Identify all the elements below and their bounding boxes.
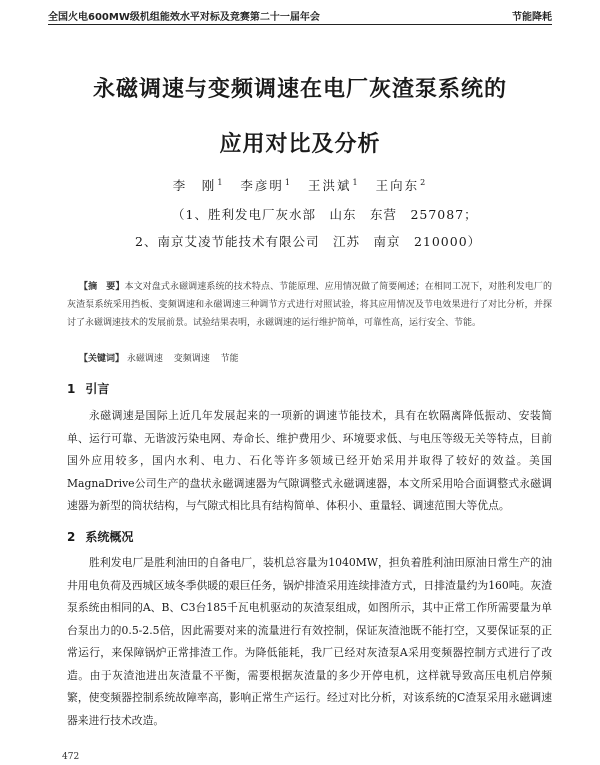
abstract xyxy=(67,278,552,332)
affiliation-1: （1、胜利发电厂灰水部 山东 东营 257087； xyxy=(172,207,478,222)
author: 王向东$^2$ xyxy=(375,177,428,193)
keywords xyxy=(79,351,247,364)
section-number: 2 xyxy=(67,530,76,544)
keywords-label: 【关键词】 xyxy=(79,354,125,364)
system-overview-paragraph: 胜利发电厂是胜利油田的自备电厂，装机总容量为1040MW，担负着胜利油田原油日常生产的油井用电负荷及西城区域冬季供暖的艰巨任务，锅炉排渣采用连续排渣方式，日排渣量约为160吨。灰渣泵系统由相同的A、B、C3台185千瓦电机驱动的灰渣泵组成，如图所示，其中正常工作所需要量为单台泵出力的0.5-2.5倍，因此需要对来的流量进行有效控制，保证灰渣池既不能打空，又要保证泵的正常运行，来保障锅炉正常排渣工作。为降低能耗，我厂已经对灰渣泵A采用变频器控制方式进行了改造。由于灰渣池进出灰渣量不平衡，需要根据灰渣量的多少开停电机，这样就导致高压电机启停频繁，使变频器控制系统故障率高，影响正常生产运行。经过对比分析，对该系统的C渣泵采用永磁调速器来进行技术改造。 xyxy=(67,556,552,727)
section-heading-system-overview xyxy=(67,528,133,545)
header-section-name: 节能降耗 xyxy=(512,12,552,23)
keyword: 变频调速 xyxy=(173,354,210,364)
header-divider xyxy=(48,24,552,25)
section-title: 系统概况 xyxy=(85,530,134,544)
abstract-text: 本文对盘式永磁调速系统的技术特点、节能原理、应用情况做了简要阐述；在相同工况下，对胜利发电厂的灰渣泵系统采用挡板、变频调速和永磁调速三种调节方式进行对照试验，将其应用情况及节电效果进行了对比分析，并探讨了永磁调速技术的发展前景。试验结果表明，永磁调速的运行维护简单，可靠性高，运行安全、节能。 xyxy=(67,282,552,328)
affiliation-2: 2、南京艾凌节能技术有限公司 江苏 南京 210000） xyxy=(135,234,482,249)
paper-title-line-1: 永磁调速与变频调速在电厂灰渣泵系统的 xyxy=(92,77,507,102)
section-title: 引言 xyxy=(85,382,110,396)
author: 王洪斌$^1$ xyxy=(307,177,360,193)
author-list xyxy=(48,176,552,194)
keyword: 节能 xyxy=(220,354,239,364)
author: 李彦明$^1$ xyxy=(240,177,292,193)
keyword: 永磁调速 xyxy=(126,354,163,364)
page-number: 472 xyxy=(62,752,80,762)
paper-title-line-2: 应用对比及分析 xyxy=(219,132,381,157)
introduction-paragraph: 永磁调速是国际上近几年发展起来的一项新的调速节能技术，具有在软隔离降低振动、安装简单、运行可靠、无谐波污染电网、寿命长、维护费用少、环境要求低、与电压等级无关等特点，目前国外应用较多，国内水利、电力、石化等许多领域已经开始采用并取得了较好的效益。美国MagnaDrive公司生产的盘状永磁调速器为气隙调整式永磁调速器，本文所采用哈合面调整式永磁调速器为新型的筒状结构，与气隙式相比具有结构简单、体积小、重量轻、调速范围大等优点。 xyxy=(67,409,552,512)
section-number: 1 xyxy=(67,382,76,396)
header-conference-name: 全国火电600MW级机组能效水平对标及竞赛第二十一届年会 xyxy=(48,12,320,23)
author: 李 刚$^1$ xyxy=(172,177,225,193)
section-heading-introduction xyxy=(67,380,109,397)
running-header xyxy=(48,8,552,24)
abstract-label: 【摘 要】 xyxy=(79,282,125,292)
